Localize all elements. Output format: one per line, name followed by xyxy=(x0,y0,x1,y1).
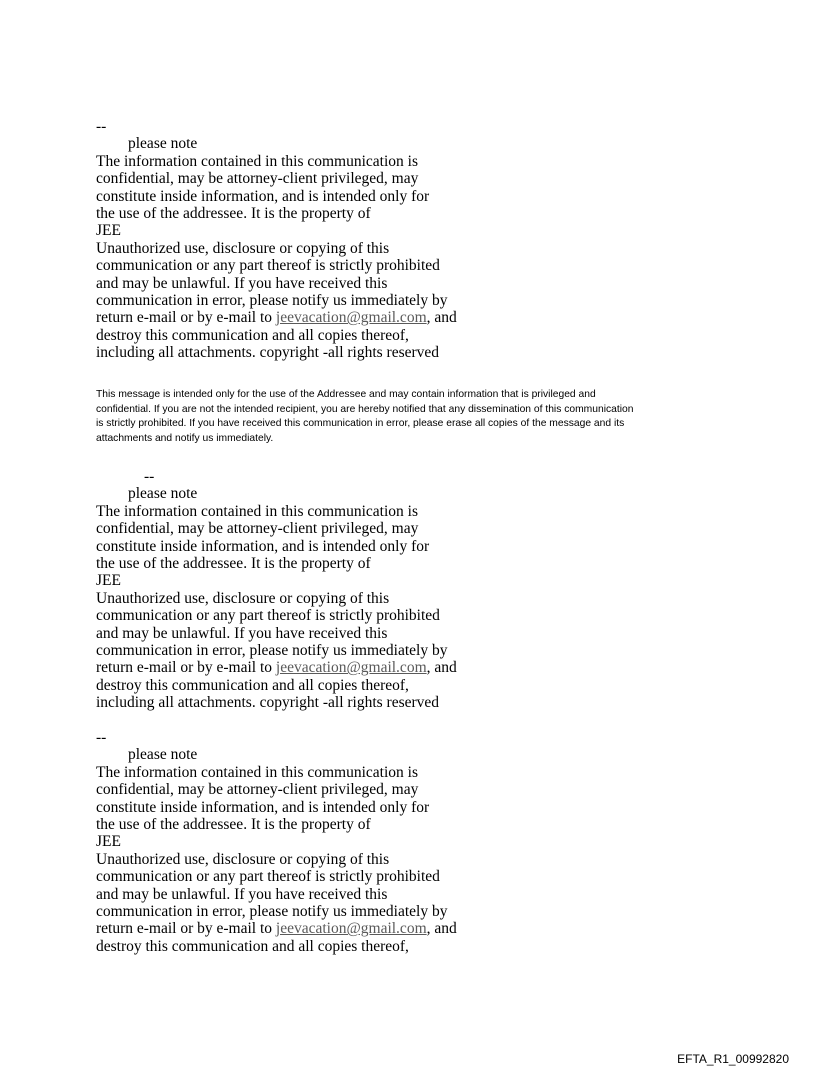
text-line: destroy this communication and all copies thereof, xyxy=(96,326,409,344)
text-line: communication or any part thereof is strictly prohibited xyxy=(96,607,440,625)
text-line: The information contained in this communication is xyxy=(96,502,418,520)
text-line: communication in error, please notify us immediately by xyxy=(96,291,448,309)
email-suffix: , and xyxy=(426,309,457,327)
email-prefix: return e-mail or by e-mail to xyxy=(96,309,276,327)
notice-body-end xyxy=(96,938,496,955)
email-line xyxy=(96,659,496,676)
text-line: constitute inside information, and is intended only for xyxy=(96,798,430,816)
confidentiality-notice-1 xyxy=(96,118,496,361)
text-line: including all attachments. copyright -all rights reserved xyxy=(96,694,440,712)
text-line: communication or any part thereof is strictly prohibited xyxy=(96,257,440,275)
text-line: Unauthorized use, disclosure or copying of this xyxy=(96,239,390,257)
text-line: communication in error, please notify us immediately by xyxy=(96,641,448,659)
text-line: constitute inside information, and is intended only for xyxy=(96,187,430,205)
text-line: The information contained in this communication is xyxy=(96,152,418,170)
email-line xyxy=(96,920,496,937)
text-line: confidential, may be attorney-client privileged, may xyxy=(96,781,419,799)
confidentiality-notice-2 xyxy=(96,468,496,711)
text-line: JEE xyxy=(96,833,121,851)
email-suffix: , and xyxy=(426,659,457,677)
text-line: constitute inside information, and is intended only for xyxy=(96,537,430,555)
notice-body xyxy=(96,503,496,660)
notice-heading: please note xyxy=(128,485,198,503)
notice-heading: please note xyxy=(128,135,198,153)
email-prefix: return e-mail or by e-mail to xyxy=(96,659,276,677)
separator: -- xyxy=(144,468,155,485)
text-line: This message is intended only for the use of the Addressee and may contain information that is privileged and xyxy=(96,389,596,400)
text-line: confidential. If you are not the intended recipient, you are hereby notified that any dissemination of this communication xyxy=(96,403,634,415)
document-id: EFTA_R1_00992820 xyxy=(677,1052,789,1066)
notice-heading: please note xyxy=(128,746,198,764)
text-line: Unauthorized use, disclosure or copying of this xyxy=(96,850,390,868)
text-line: including all attachments. copyright -all rights reserved xyxy=(96,344,440,362)
text-line: and may be unlawful. If you have received this xyxy=(96,624,388,642)
email-link[interactable]: jeevacation@gmail.com xyxy=(275,309,427,327)
notice-body xyxy=(96,764,496,921)
text-line: destroy this communication and all copies thereof, xyxy=(96,676,409,694)
text-line: attachments and notify us immediately. xyxy=(96,432,274,444)
text-line: the use of the addressee. It is the property of xyxy=(96,815,371,833)
notice-body-end xyxy=(96,677,496,712)
notice-body-end xyxy=(96,327,496,362)
text-line: is strictly prohibited. If you have received this communication in error, please erase all copies of the message and its xyxy=(96,418,625,429)
email-link[interactable]: jeevacation@gmail.com xyxy=(275,659,427,677)
confidentiality-notice-3 xyxy=(96,729,496,955)
separator: -- xyxy=(96,118,107,135)
text-line: confidential, may be attorney-client privileged, may xyxy=(96,170,419,188)
separator: -- xyxy=(96,729,107,746)
text-line: communication in error, please notify us immediately by xyxy=(96,902,448,920)
text-line: destroy this communication and all copies thereof, xyxy=(96,937,409,955)
text-line: and may be unlawful. If you have received this xyxy=(96,274,388,292)
text-line: communication or any part thereof is strictly prohibited xyxy=(96,868,440,886)
text-line: the use of the addressee. It is the property of xyxy=(96,204,371,222)
text-line: Unauthorized use, disclosure or copying of this xyxy=(96,589,390,607)
email-link[interactable]: jeevacation@gmail.com xyxy=(275,920,427,938)
email-line xyxy=(96,309,496,326)
text-line: and may be unlawful. If you have received this xyxy=(96,885,388,903)
email-disclaimer xyxy=(96,388,736,446)
text-line: the use of the addressee. It is the property of xyxy=(96,554,371,572)
text-line: JEE xyxy=(96,572,121,590)
text-line: The information contained in this communication is xyxy=(96,763,418,781)
email-suffix: , and xyxy=(426,920,457,938)
email-prefix: return e-mail or by e-mail to xyxy=(96,920,276,938)
text-line: JEE xyxy=(96,222,121,240)
notice-body xyxy=(96,153,496,310)
text-line: confidential, may be attorney-client privileged, may xyxy=(96,520,419,538)
